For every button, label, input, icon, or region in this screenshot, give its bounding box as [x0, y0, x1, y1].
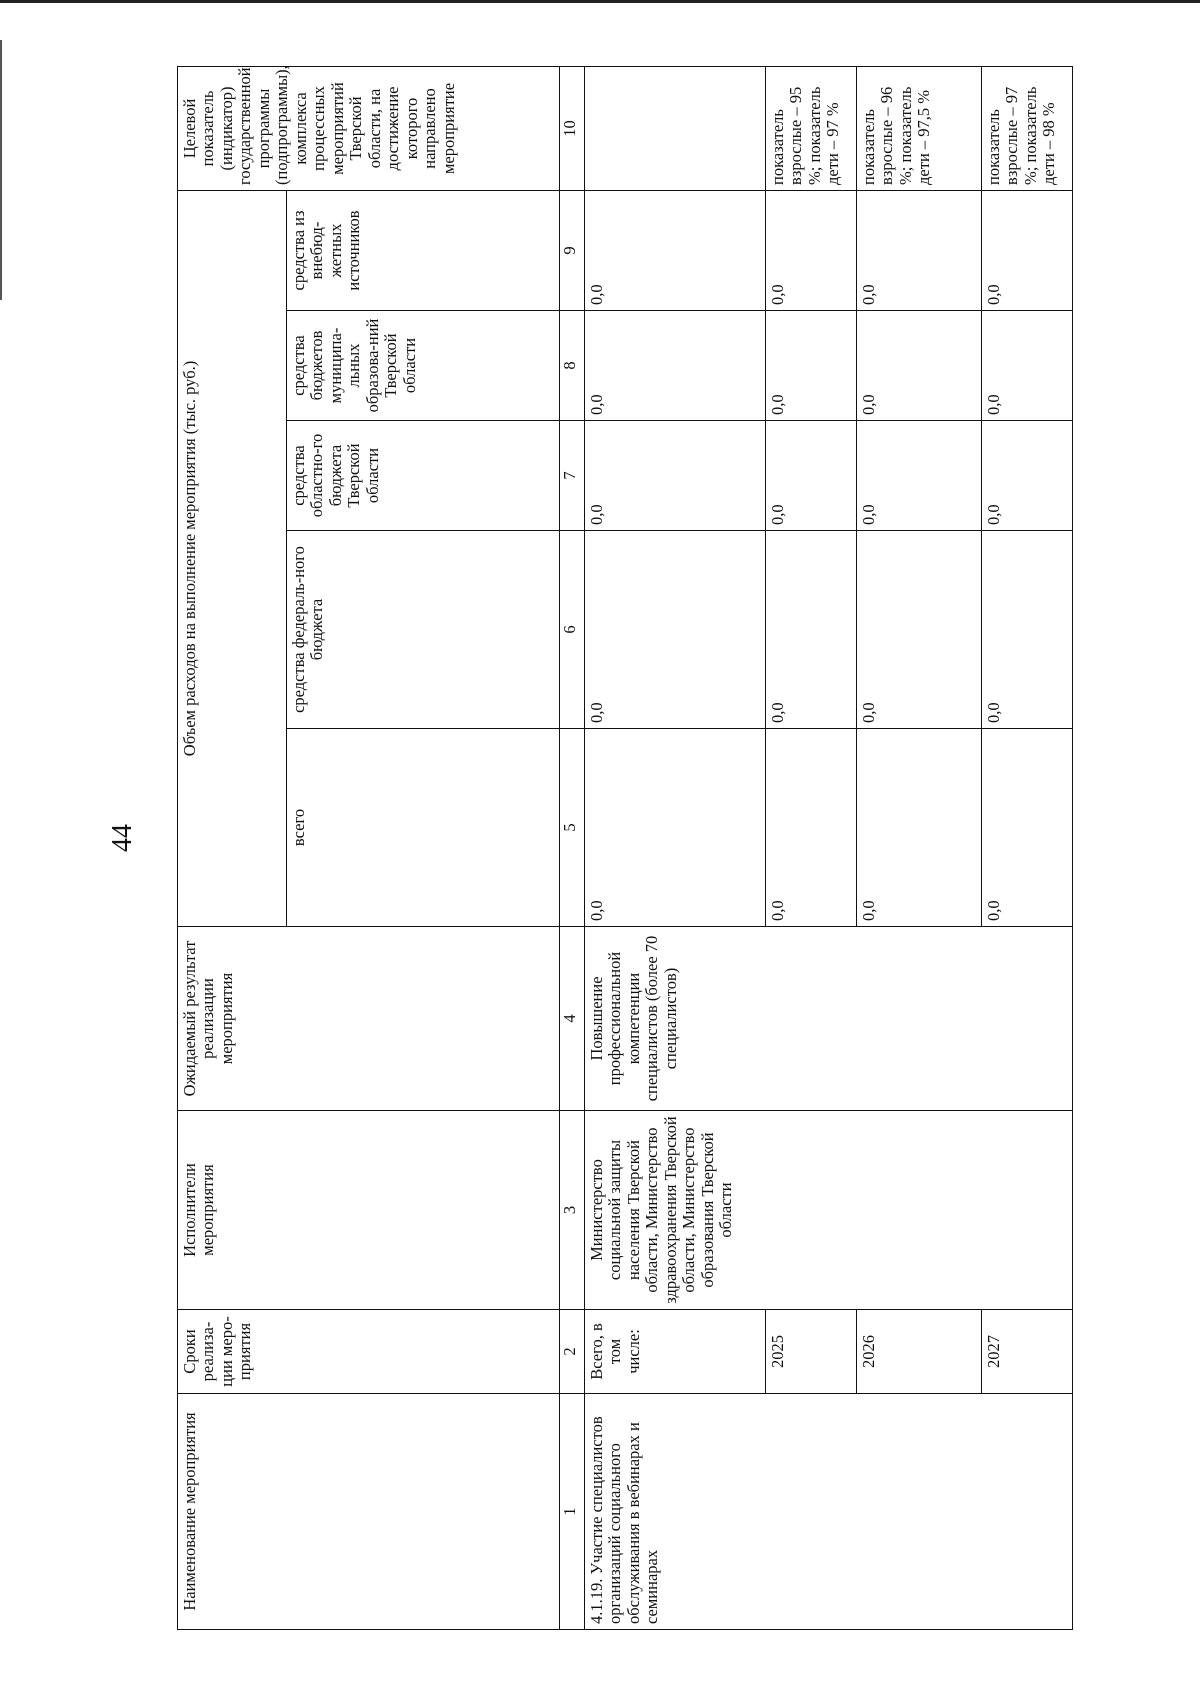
- municipal-cell: 0,0: [982, 311, 1073, 421]
- column-number: 1: [560, 1394, 585, 1630]
- header-finance-group: Объем расходов на выполнение мероприятия (тыс. руб.): [178, 190, 287, 926]
- header-total: всего: [287, 729, 560, 927]
- indicator-cell: [585, 66, 766, 190]
- header-federal: средства федераль-ного бюджета: [287, 531, 560, 729]
- header-municipal: средства бюджетов муниципа-льных образова-ний Тверской области: [287, 311, 560, 421]
- activity-table: [177, 66, 1073, 1630]
- executors-cell: Министерство социальной защиты населения Тверской области, Министерство здравоохранения Тверской области, Министерство образования Тверской области: [585, 1111, 1073, 1310]
- header-measure-name: Наименование мероприятия: [178, 1394, 560, 1630]
- table-row: [585, 66, 766, 1629]
- header-expected-result: Ожидаемый результат реализации мероприятия: [178, 927, 560, 1111]
- extra-budget-cell: 0,0: [766, 190, 857, 310]
- total-cell: 0,0: [857, 729, 982, 927]
- period-cell: Всего, в том числе:: [585, 1310, 766, 1394]
- rotated-page: [177, 67, 1083, 1630]
- indicator-cell: показатель взрослые – 95 %; показатель дети – 97 %: [766, 66, 857, 190]
- header-regional: средства областно-го бюджета Тверской области: [287, 421, 560, 531]
- federal-cell: 0,0: [766, 531, 857, 729]
- header-period: Сроки реализа-ции меро-приятия: [178, 1310, 560, 1394]
- regional-cell: 0,0: [585, 421, 766, 531]
- header-target-indicator: Целевой показатель (индикатор) государственной программы (подпрограммы), комплекса процессных мероприятий Тверской области, на достижение которого направлено мероприятие: [178, 66, 560, 190]
- header-extra-budget: средства из внебюд-жетных источников: [287, 190, 560, 310]
- federal-cell: 0,0: [982, 531, 1073, 729]
- indicator-cell: показатель взрослые – 96 %; показатель дети – 97,5 %: [857, 66, 982, 190]
- column-number: 10: [560, 66, 585, 190]
- federal-cell: 0,0: [857, 531, 982, 729]
- column-number: 5: [560, 729, 585, 927]
- column-number: 9: [560, 190, 585, 310]
- extra-budget-cell: 0,0: [857, 190, 982, 310]
- total-cell: 0,0: [585, 729, 766, 927]
- expected-result-cell: Повышение профессиональной компетенции специалистов (более 70 специалистов): [585, 927, 1073, 1111]
- column-number: 6: [560, 531, 585, 729]
- federal-cell: 0,0: [585, 531, 766, 729]
- regional-cell: 0,0: [982, 421, 1073, 531]
- header-executors: Исполнители мероприятия: [178, 1111, 560, 1310]
- column-number: 8: [560, 311, 585, 421]
- page-number: 44: [107, 824, 138, 852]
- municipal-cell: 0,0: [585, 311, 766, 421]
- regional-cell: 0,0: [857, 421, 982, 531]
- total-cell: 0,0: [766, 729, 857, 927]
- period-cell: 2027: [982, 1310, 1073, 1394]
- scan-edge-left: [0, 40, 2, 300]
- indicator-cell: показатель взрослые – 97 %; показатель дети – 98 %: [982, 66, 1073, 190]
- municipal-cell: 0,0: [766, 311, 857, 421]
- extra-budget-cell: 0,0: [585, 190, 766, 310]
- column-number: 3: [560, 1111, 585, 1310]
- extra-budget-cell: 0,0: [982, 190, 1073, 310]
- column-number: 4: [560, 927, 585, 1111]
- column-number: 2: [560, 1310, 585, 1394]
- period-cell: 2025: [766, 1310, 857, 1394]
- regional-cell: 0,0: [766, 421, 857, 531]
- measure-name: 4.1.19. Участие специалистов организаций социального обслуживания в вебинарах и семинарах: [585, 1394, 1073, 1630]
- scan-edge-top: [0, 0, 1200, 3]
- total-cell: 0,0: [982, 729, 1073, 927]
- period-cell: 2026: [857, 1310, 982, 1394]
- column-number: 7: [560, 421, 585, 531]
- municipal-cell: 0,0: [857, 311, 982, 421]
